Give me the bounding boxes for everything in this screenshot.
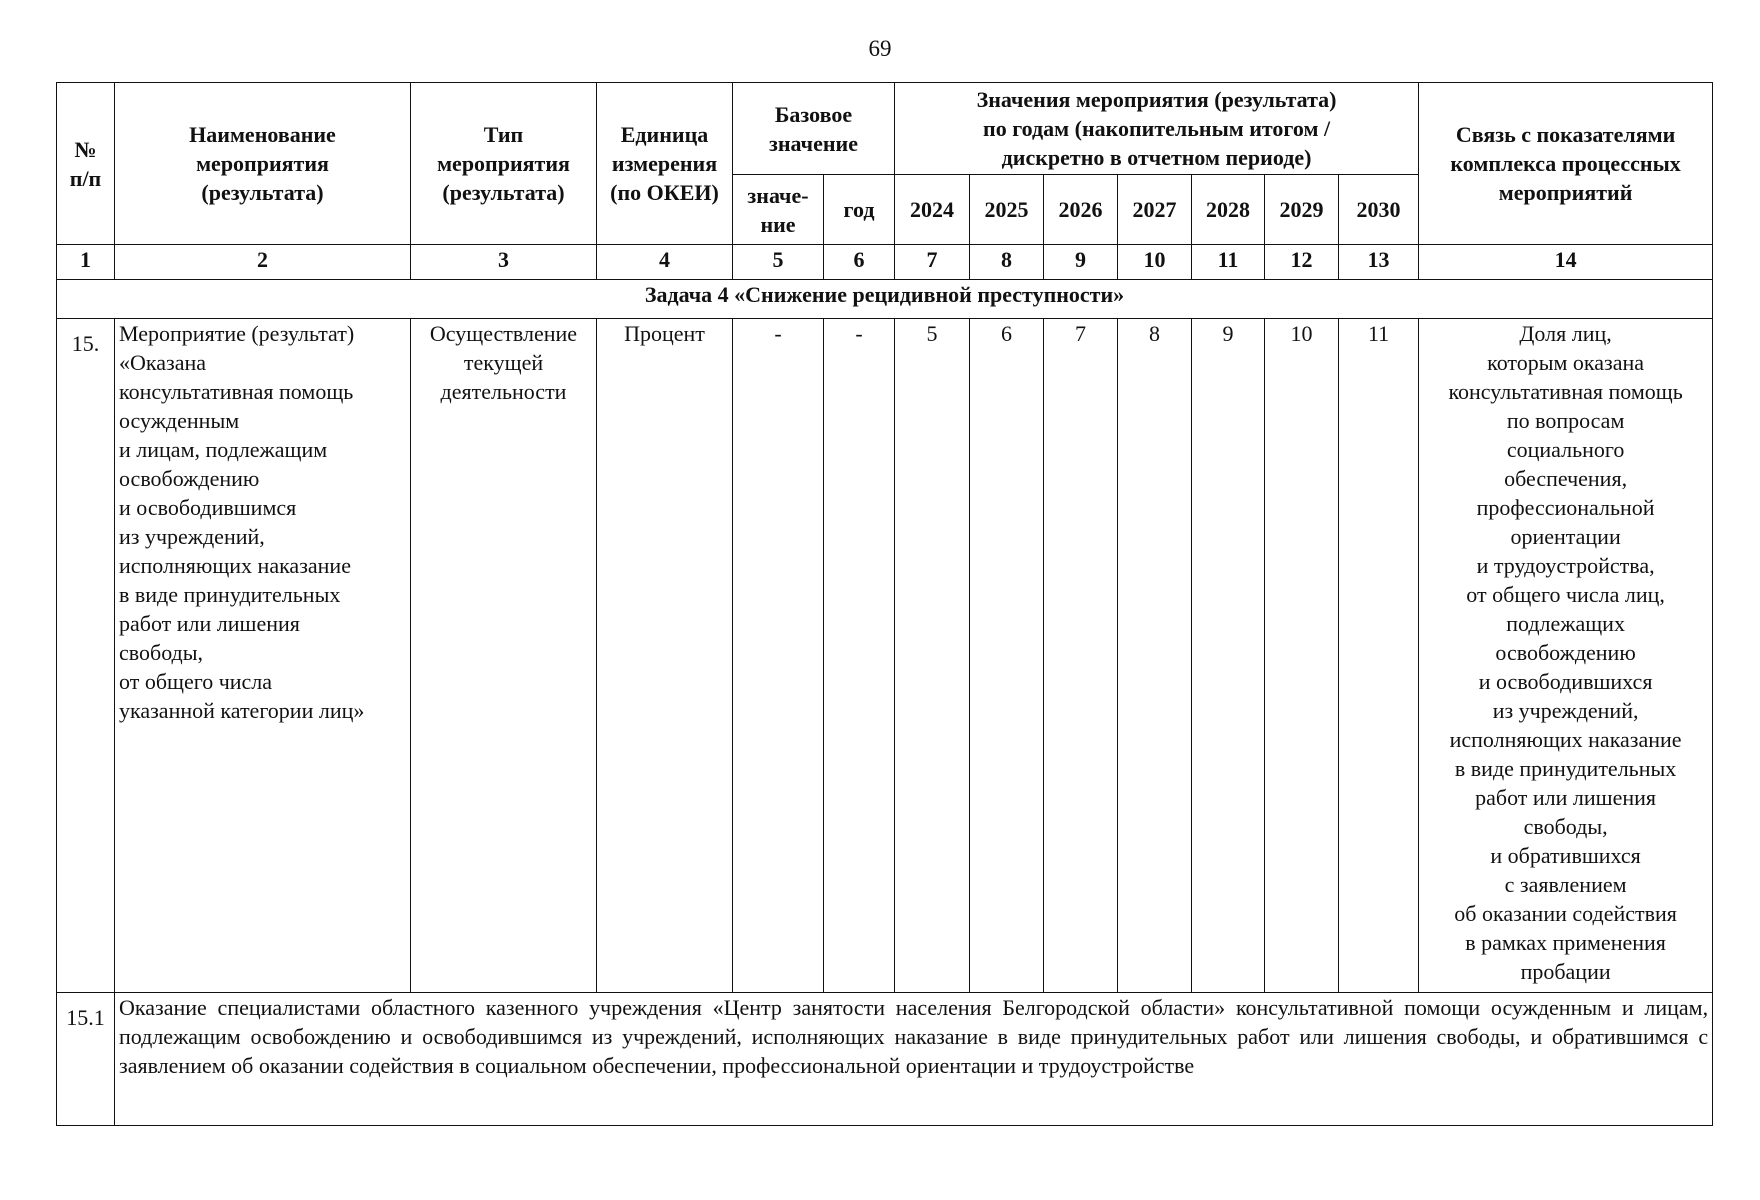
measure-value-2028: 9 [1192, 319, 1265, 993]
measure-value-2026: 7 [1044, 319, 1118, 993]
measure-value-2030: 11 [1339, 319, 1419, 993]
column-number-row [57, 245, 1713, 280]
header-activity-type: Тип мероприятия (результата) [411, 83, 597, 245]
column-number: 10 [1118, 245, 1192, 280]
header-year: 2024 [895, 175, 970, 245]
activities-table [56, 82, 1713, 1126]
measure-value-2024: 5 [895, 319, 970, 993]
column-number: 11 [1192, 245, 1265, 280]
column-number: 6 [824, 245, 895, 280]
column-number: 7 [895, 245, 970, 280]
measure-value-2027: 8 [1118, 319, 1192, 993]
header-base-value-sub: значе- ние [733, 175, 824, 245]
measure-value-2029: 10 [1265, 319, 1339, 993]
header-row-top [57, 83, 1713, 175]
header-year: 2030 [1339, 175, 1419, 245]
subitem-row-15-1 [57, 993, 1713, 1126]
measure-number: 15. [57, 319, 115, 993]
header-number: № п/п [57, 83, 115, 245]
column-number: 13 [1339, 245, 1419, 280]
column-number: 5 [733, 245, 824, 280]
column-number: 8 [970, 245, 1044, 280]
header-year: 2028 [1192, 175, 1265, 245]
header-year: 2027 [1118, 175, 1192, 245]
measure-base-value: - [733, 319, 824, 993]
measure-value-2025: 6 [970, 319, 1044, 993]
column-number: 12 [1265, 245, 1339, 280]
subitem-text: Оказание специалистами областного казенного учреждения «Центр занятости населения Белгородской области» консультативной помощи осужденным и лицам, подлежащим освобождению и освободившимся из учреждений, исполняющих наказание в виде принудительных работ или лишения свободы, и обратившимся с заявлением об оказании содействия в социальном обеспечении, профессиональной ориентации и трудоустройстве [115, 993, 1713, 1126]
header-values-by-year: Значения мероприятия (результата) по годам (накопительным итогом / дискретно в отчетном периоде) [895, 83, 1419, 175]
subitem-number: 15.1 [57, 993, 115, 1126]
column-number: 3 [411, 245, 597, 280]
column-number: 4 [597, 245, 733, 280]
measure-base-year: - [824, 319, 895, 993]
header-activity-name: Наименование мероприятия (результата) [115, 83, 411, 245]
header-base-year-sub: год [824, 175, 895, 245]
header-year: 2025 [970, 175, 1044, 245]
header-link-indicators: Связь с показателями комплекса процессных мероприятий [1419, 83, 1713, 245]
measure-link-indicator: Доля лиц, которым оказана консультативная помощь по вопросам социального обеспечения, профессиональной ориентации и трудоустройства, от общего числа лиц, подлежащих освобождению и освободившихся из учреждений, исполняющих наказание в виде принудительных работ или лишения свободы, и обратившихся с заявлением об оказании содействия в рамках применения пробации [1419, 319, 1713, 993]
task-title: Задача 4 «Снижение рецидивной преступности» [57, 280, 1713, 319]
column-number: 2 [115, 245, 411, 280]
page-number: 69 [868, 36, 892, 61]
column-number: 9 [1044, 245, 1118, 280]
column-number: 1 [57, 245, 115, 280]
header-year: 2029 [1265, 175, 1339, 245]
measure-type: Осуществление текущей деятельности [411, 319, 597, 993]
task-row [57, 280, 1713, 319]
measure-row-15 [57, 319, 1713, 993]
measure-unit: Процент [597, 319, 733, 993]
header-year: 2026 [1044, 175, 1118, 245]
header-unit: Единица измерения (по ОКЕИ) [597, 83, 733, 245]
header-base-value: Базовое значение [733, 83, 895, 175]
column-number: 14 [1419, 245, 1713, 280]
measure-name: Мероприятие (результат) «Оказана консультативная помощь осужденным и лицам, подлежащим освобождению и освободившимся из учреждений, исполняющих наказание в виде принудительных работ или лишения свободы, от общего числа указанной категории лиц» [115, 319, 411, 993]
